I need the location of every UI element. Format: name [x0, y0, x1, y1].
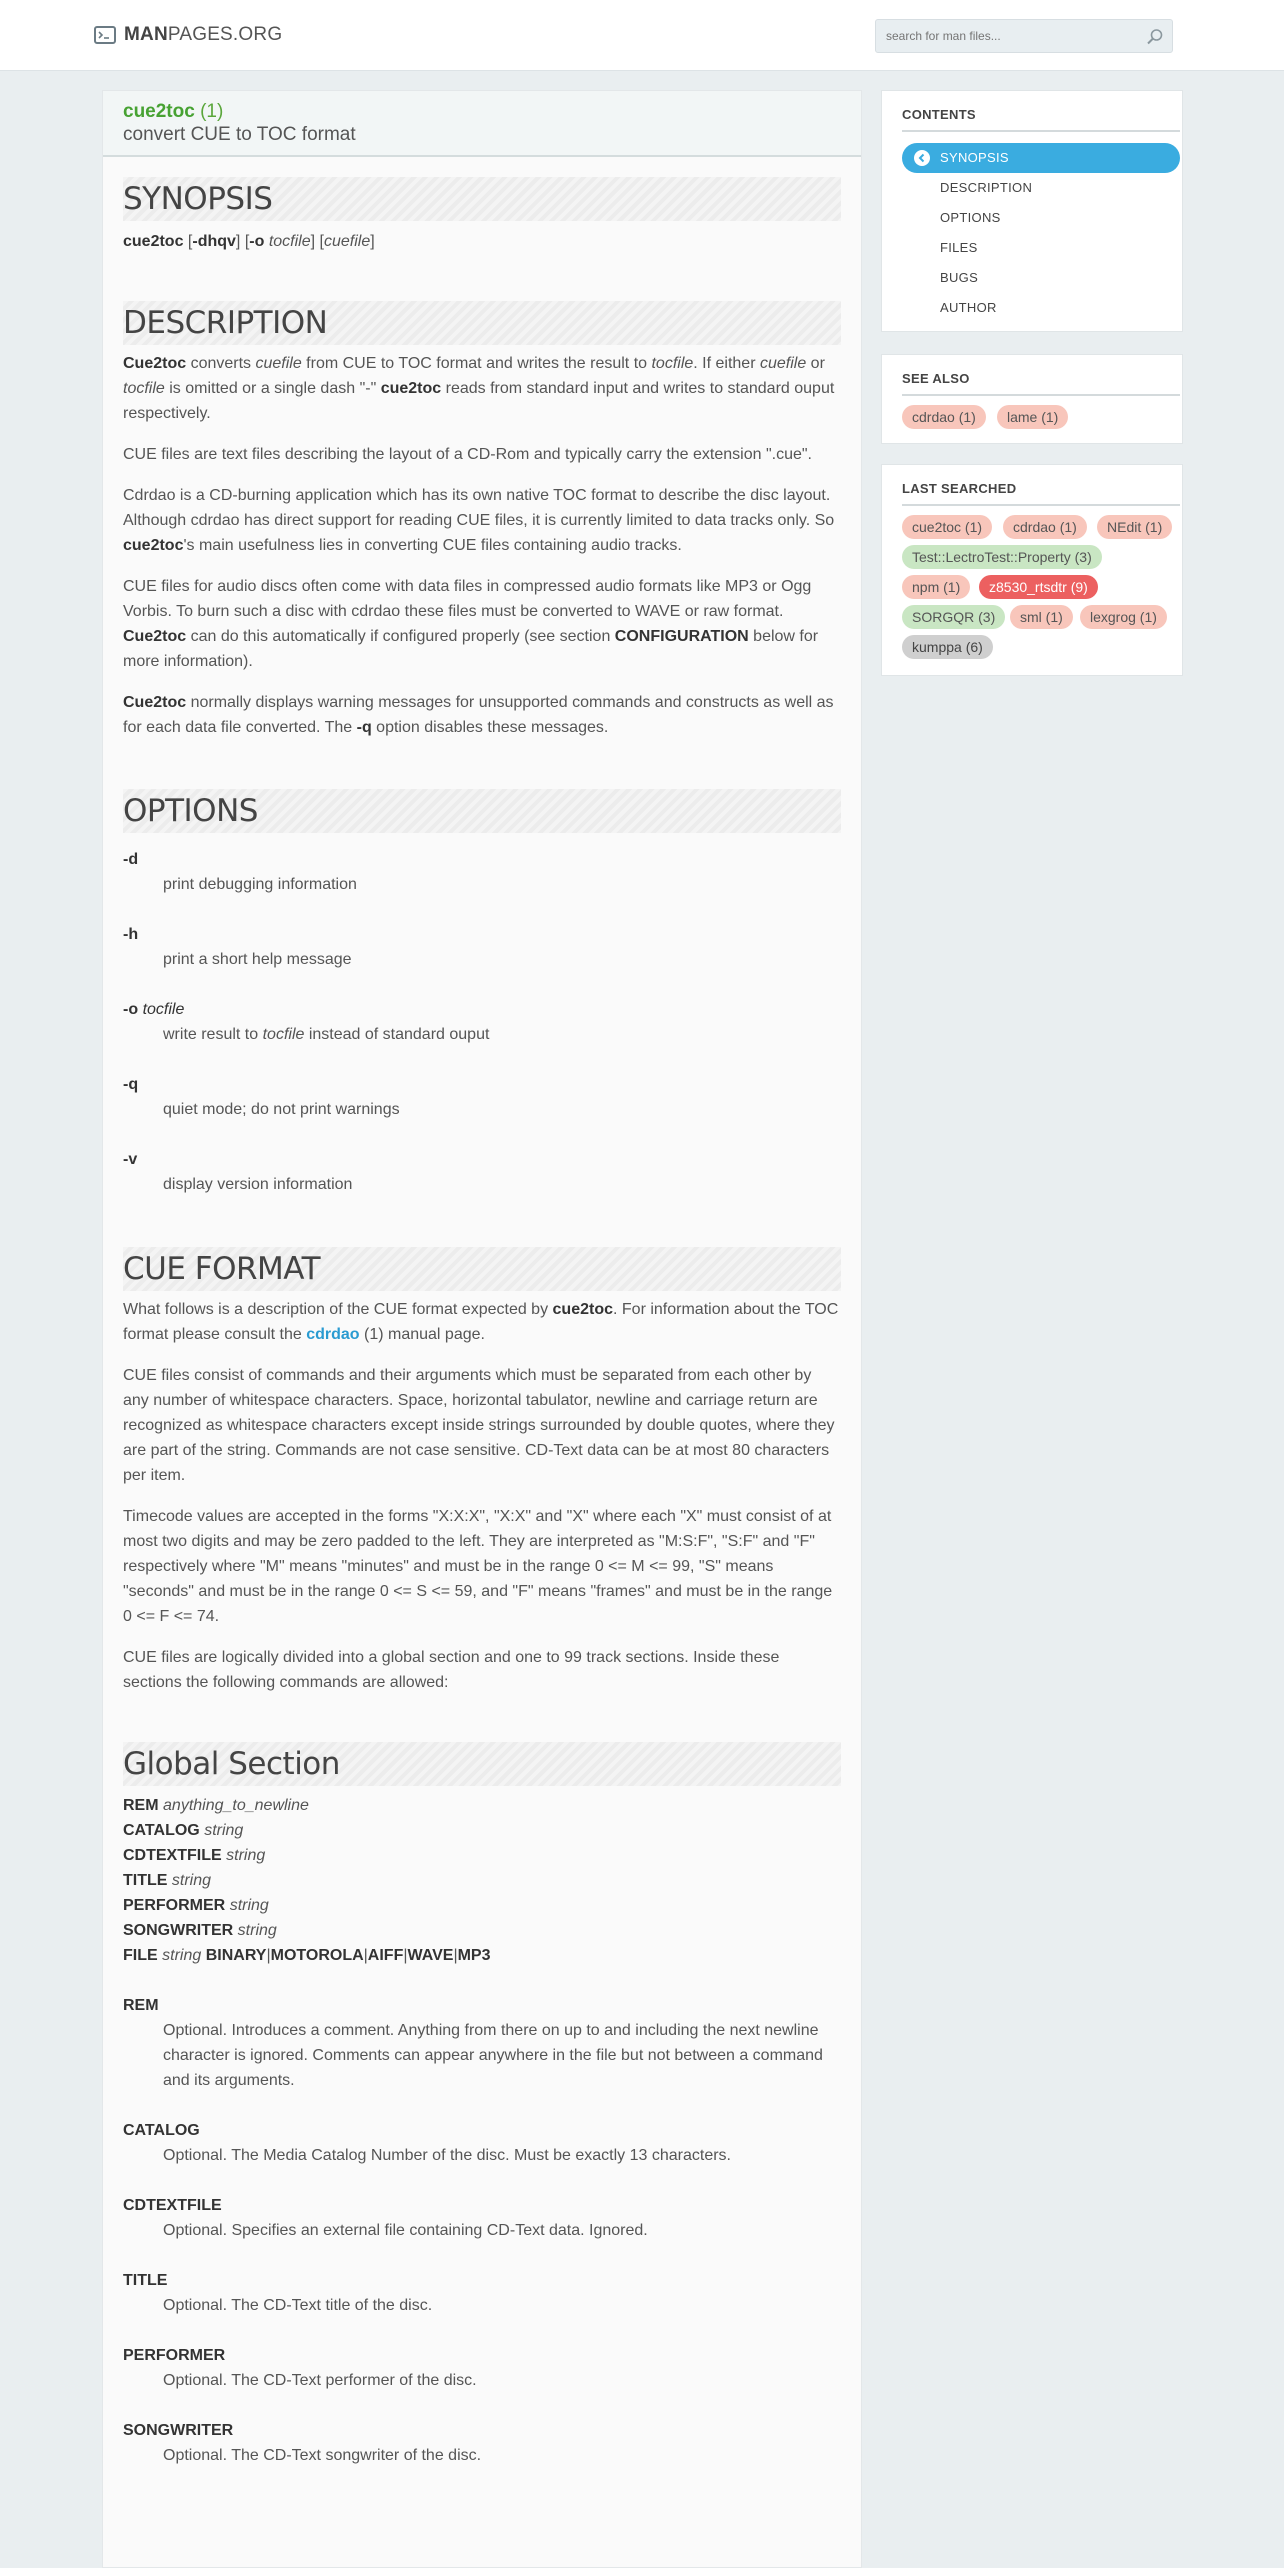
option-name: -d	[123, 851, 139, 868]
text: option disables these messages.	[371, 719, 609, 736]
last-searched-tag[interactable]: NEdit (1)	[1097, 515, 1172, 539]
command-definition	[123, 2193, 841, 2243]
text: converts	[186, 355, 256, 372]
toc-item-synopsis[interactable]	[902, 143, 1180, 173]
terminal-icon	[94, 26, 116, 44]
option-name: -v	[123, 1151, 138, 1168]
page-section-number: (1)	[200, 101, 224, 122]
cdrdao-link[interactable]: cdrdao	[306, 1326, 360, 1343]
text-bold: Cue2toc	[123, 355, 187, 372]
synopsis-bracket: ] [	[235, 233, 250, 250]
section-heading-synopsis: SYNOPSIS	[123, 177, 841, 221]
option-description	[123, 1022, 841, 1047]
contents-panel	[881, 90, 1183, 332]
definition-description: Optional. The CD-Text title of the disc.	[163, 2297, 433, 2314]
command-argument: string	[229, 1897, 269, 1914]
command-definition	[123, 2418, 841, 2468]
page-name: cue2toc	[123, 101, 195, 122]
last-searched-tag[interactable]: sml (1)	[1010, 605, 1073, 629]
cue-format-paragraph-2: CUE files consist of commands and their arguments which must be separated from each other by any number of whitespace characters. Space, horizontal tabulator, newline and carriage return are recognized as whitespace characters except inside strings surrounded by double quotes, where they are part of the string. Commands are not case sensitive. CD-Text data can be at most 80 characters per item.	[123, 1367, 835, 1484]
toc-label: AUTHOR	[940, 300, 997, 315]
toc-item-options[interactable]	[902, 203, 1180, 233]
option-item	[123, 997, 841, 1047]
last-searched-tag[interactable]: lexgrog (1)	[1080, 605, 1167, 629]
definition-term: SONGWRITER	[123, 2422, 234, 2439]
text: is omitted or a single dash "-"	[164, 380, 381, 397]
global-command	[123, 1818, 841, 1843]
last-searched-tag[interactable]: npm (1)	[902, 575, 970, 599]
synopsis-bracket: ] [	[310, 233, 324, 250]
last-searched-tag[interactable]: cdrdao (1)	[1003, 515, 1087, 539]
file-type: MOTOROLA	[270, 1947, 364, 1964]
global-command	[123, 1918, 841, 1943]
definition-term: CDTEXTFILE	[123, 2197, 222, 2214]
toc-label: BUGS	[940, 270, 979, 285]
section-heading-description: DESCRIPTION	[123, 301, 841, 345]
description-paragraph-4	[123, 574, 841, 674]
text-italic: cuefile	[255, 355, 302, 372]
toc-label: FILES	[940, 240, 978, 255]
text-bold: cue2toc	[380, 380, 442, 397]
synopsis-command: cue2toc	[123, 233, 184, 250]
definition-term: CATALOG	[123, 2122, 200, 2139]
last-searched-tag[interactable]: SORGQR (3)	[902, 605, 1005, 629]
page-content	[103, 157, 861, 2468]
description-paragraph-3	[123, 483, 841, 558]
see-also-title: SEE ALSO	[902, 371, 1180, 396]
option-description: display version information	[163, 1176, 353, 1193]
option-flag: -o	[123, 1001, 139, 1018]
text: . If either	[693, 355, 760, 372]
text: reads from standard input and writes to standard ouput respectively.	[123, 380, 835, 422]
man-page-panel	[102, 90, 862, 2568]
text: normally displays warning messages for unsupported commands and constructs as well as for each data file converted. The	[123, 694, 834, 736]
text: or	[806, 355, 825, 372]
synopsis-cuefile: cuefile	[323, 233, 371, 250]
text-italic: tocfile	[123, 380, 165, 397]
page-subtitle: convert CUE to TOC format	[123, 124, 356, 145]
see-also-panel	[881, 354, 1183, 444]
command-argument: string	[237, 1922, 277, 1939]
separator: |	[453, 1947, 458, 1964]
text: write result to	[163, 1026, 263, 1043]
see-also-tag[interactable]: lame (1)	[997, 405, 1068, 429]
text: from CUE to TOC format and writes the result to	[301, 355, 652, 372]
cue-format-paragraph-3: Timecode values are accepted in the forms "X:X:X", "X:X" and "X" where each "X" must consist of at most two digits and may be zero padded to the left. They are interpreted as "M:S:F", "S:F" and "F" respectively where "M" means "minutes" and must be in the range 0 <= M <= 99, "S" means "seconds" and must be in the range 0 <= S <= 59, and "F" means "frames" and must be in the range 0 <= F <= 74.	[123, 1508, 833, 1625]
last-searched-tag[interactable]: z8530_rtsdtr (9)	[979, 575, 1098, 599]
text: What follows is a description of the CUE format expected by	[123, 1301, 553, 1318]
text: . For information about the TOC format please consult the	[123, 1301, 839, 1343]
text-italic: cuefile	[759, 355, 807, 372]
text: (1) manual page.	[359, 1326, 485, 1343]
command-definition	[123, 2268, 841, 2318]
separator: |	[403, 1947, 408, 1964]
toc-item-files[interactable]	[902, 233, 1180, 263]
text-bold: Cue2toc	[123, 694, 187, 711]
global-command-list	[123, 1793, 841, 1968]
section-heading-cue-format: CUE FORMAT	[123, 1247, 841, 1291]
file-type: WAVE	[407, 1947, 454, 1964]
separator: |	[266, 1947, 271, 1964]
option-description: quiet mode; do not print warnings	[163, 1101, 400, 1118]
cue-format-paragraph-1	[123, 1297, 841, 1347]
page-title	[123, 101, 841, 123]
definition-description: Optional. Introduces a comment. Anything from there on up to and including the next newline character is ignored. Comments can appear anywhere in the file but not between a command and its arguments.	[163, 2022, 823, 2089]
toc-label: OPTIONS	[940, 210, 1001, 225]
text-bold: cue2toc	[552, 1301, 613, 1318]
text-bold: CONFIGURATION	[614, 628, 749, 645]
command-name: CATALOG	[123, 1822, 200, 1839]
definition-term: REM	[123, 1997, 159, 2014]
description-paragraph-5	[123, 690, 841, 740]
option-item	[123, 1072, 841, 1122]
text: below for more information).	[123, 628, 819, 670]
site-logo[interactable]	[94, 22, 282, 48]
see-also-tag[interactable]: cdrdao (1)	[902, 405, 986, 429]
command-name: TITLE	[123, 1872, 168, 1889]
command-name: SONGWRITER	[123, 1922, 234, 1939]
definition-term: TITLE	[123, 2272, 168, 2289]
option-name: -h	[123, 926, 139, 943]
last-searched-tag[interactable]: kumppa (6)	[902, 635, 993, 659]
command-name: REM	[123, 1797, 159, 1814]
synopsis-bracket: ]	[370, 233, 375, 250]
definition-term: PERFORMER	[123, 2347, 226, 2364]
text: 's main usefulness lies in converting CUE files containing audio tracks.	[183, 537, 682, 554]
toc-item-description[interactable]	[902, 173, 1180, 203]
toc-item-bugs[interactable]	[902, 263, 1180, 293]
search-icon[interactable]	[1146, 28, 1164, 46]
option-argument: tocfile	[142, 1001, 185, 1018]
definition-description: Optional. The CD-Text songwriter of the disc.	[163, 2447, 482, 2464]
definition-description: Optional. Specifies an external file containing CD-Text data. Ignored.	[163, 2222, 648, 2239]
definition-description: Optional. The Media Catalog Number of the disc. Must be exactly 13 characters.	[163, 2147, 731, 2164]
toc-label: DESCRIPTION	[940, 180, 1033, 195]
last-searched-title: LAST SEARCHED	[902, 481, 1180, 506]
command-definition	[123, 2343, 841, 2393]
toc-label: SYNOPSIS	[940, 150, 1009, 165]
text-italic: tocfile	[651, 355, 694, 372]
section-heading-global-section: Global Section	[123, 1742, 841, 1786]
command-name: FILE	[123, 1947, 158, 1964]
synopsis-bracket: [	[187, 233, 193, 250]
command-definition	[123, 2118, 841, 2168]
command-definition	[123, 1993, 841, 2093]
file-type: BINARY	[205, 1947, 267, 1964]
section-heading-options: OPTIONS	[123, 789, 841, 833]
file-type: AIFF	[367, 1947, 404, 1964]
global-command	[123, 1893, 841, 1918]
description-paragraph-2: CUE files are text files describing the layout of a CD-Rom and typically carry the extension ".cue".	[123, 446, 812, 463]
last-searched-tag[interactable]: Test::LectroTest::Property (3)	[902, 545, 1102, 569]
text-bold: -q	[356, 719, 372, 736]
command-argument: string	[226, 1847, 266, 1864]
option-description: print debugging information	[163, 876, 357, 893]
option-name: -q	[123, 1076, 139, 1093]
command-argument: string	[204, 1822, 244, 1839]
search-input[interactable]	[876, 20, 1146, 52]
text: instead of standard ouput	[304, 1026, 490, 1043]
text-bold: cue2toc	[123, 537, 184, 554]
synopsis-line	[123, 229, 841, 254]
contents-title: CONTENTS	[902, 107, 1180, 132]
global-command	[123, 1793, 841, 1818]
separator: |	[363, 1947, 368, 1964]
page-header	[103, 91, 861, 157]
text: can do this automatically if configured properly (see section	[186, 628, 615, 645]
global-command-file	[123, 1943, 841, 1968]
search-box	[875, 19, 1173, 53]
toc-item-author[interactable]	[902, 293, 1180, 323]
file-type: MP3	[457, 1947, 491, 1964]
option-item	[123, 1147, 841, 1197]
last-searched-panel	[881, 464, 1183, 676]
cue-format-paragraph-4: CUE files are logically divided into a global section and one to 99 track sections. Inside these sections the following commands are allowed:	[123, 1649, 780, 1691]
global-command	[123, 1843, 841, 1868]
global-command	[123, 1868, 841, 1893]
top-bar	[0, 0, 1284, 71]
command-argument: string	[171, 1872, 212, 1889]
text-bold: Cue2toc	[123, 628, 187, 645]
command-argument: string	[162, 1947, 202, 1964]
text: Cdrdao is a CD-burning application which has its own native TOC format to describe the disc layout. Although cdrdao has direct support for reading CUE files, it is currently limited to data tracks only. So	[123, 487, 835, 529]
logo-rest: PAGES.ORG	[167, 24, 283, 45]
definition-description: Optional. The CD-Text performer of the disc.	[163, 2372, 477, 2389]
option-name	[123, 997, 841, 1022]
chevron-left-icon	[914, 150, 930, 166]
synopsis-o-flag: -o	[249, 233, 265, 250]
option-item	[123, 922, 841, 972]
logo-bold: MAN	[124, 24, 168, 45]
synopsis-tocfile: tocfile	[268, 233, 311, 250]
command-name: CDTEXTFILE	[123, 1847, 222, 1864]
command-name: PERFORMER	[123, 1897, 226, 1914]
logo-text	[124, 24, 282, 46]
option-description: print a short help message	[163, 951, 352, 968]
text-italic: tocfile	[262, 1026, 305, 1043]
description-paragraph-1	[123, 351, 841, 426]
command-argument: anything_to_newline	[163, 1797, 309, 1814]
synopsis-flags: -dhqv	[192, 233, 236, 250]
option-item	[123, 847, 841, 897]
text: CUE files for audio discs often come with data files in compressed audio formats like MP3 or Ogg Vorbis. To burn such a disc with cdrdao these files must be converted to WAVE or raw format.	[123, 578, 812, 620]
last-searched-tag[interactable]: cue2toc (1)	[902, 515, 992, 539]
